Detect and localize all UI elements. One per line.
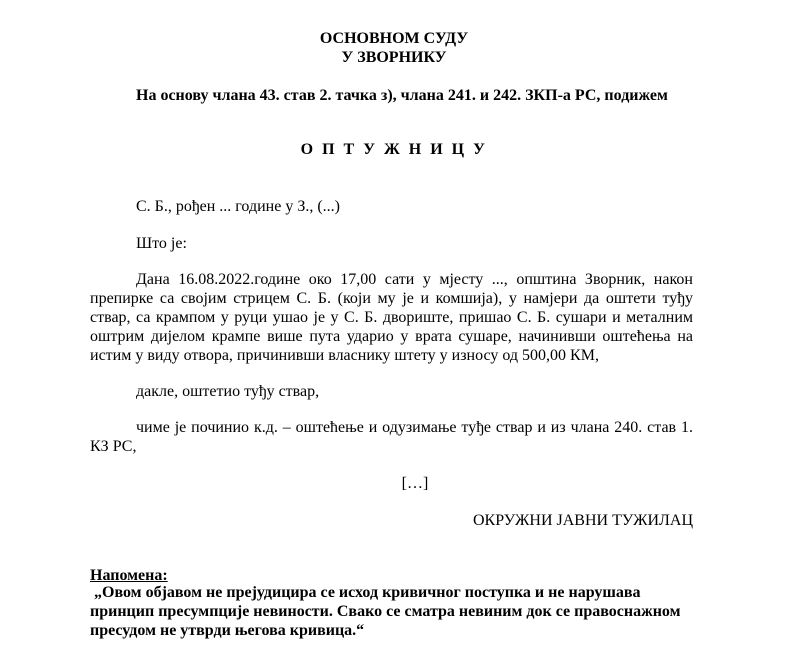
facts-line: ствар, са крампом у руци ушао је у С. Б. двориште, пришао С. Б. сушари и металним bbox=[90, 309, 693, 326]
note-label: Напомена: bbox=[90, 567, 168, 584]
facts-line: Дана 16.08.2022.године око 17,00 сати у мјесту ..., општина Зворник, након bbox=[136, 271, 693, 288]
document-title: О П Т У Ж Н И Ц У bbox=[300, 141, 488, 158]
omission-marker: […] bbox=[401, 475, 429, 492]
offense-paragraph bbox=[90, 418, 693, 456]
facts-line: препирке са својим стрицем С. Б. (који му је и комшија), у намјери да оштети туђу bbox=[90, 290, 693, 307]
facts-paragraph bbox=[90, 270, 693, 365]
offense-line: КЗ РС, bbox=[90, 438, 137, 455]
note-line: принцип пресумпције невиности. Свако се сматра невиним док се правоснажном bbox=[90, 603, 681, 620]
facts-line: истим у виду отвора, причинивши власнику штету у износу од 500,00 КМ, bbox=[90, 347, 599, 364]
legal-basis: На основу члана 43. став 2. тачка з), члана 241. и 242. ЗКП-а РС, подижем bbox=[136, 87, 668, 104]
note-line: „Овом објавом не прејудицира се исход кривичног поступка и не нарушава bbox=[94, 584, 641, 601]
note-line: пресудом не утврди његова кривица.“ bbox=[90, 622, 365, 639]
facts-line: оштрим дијелом крампе више пута ударио у врата сушаре, начинивши оштећења на bbox=[90, 328, 693, 345]
court-city: У ЗВОРНИКУ bbox=[341, 49, 447, 66]
note-text bbox=[90, 583, 681, 640]
signature-prosecutor: ОКРУЖНИ ЈАВНИ ТУЖИЛАЦ bbox=[473, 512, 694, 529]
offense-line: чиме је починио к.д. – оштећење и одузимање туђе ствар и из члана 240. став 1. bbox=[136, 419, 693, 436]
therefore-line: дакле, оштетио туђу ствар, bbox=[136, 383, 320, 400]
accused-line: С. Б., рођен ... године у З., (...) bbox=[136, 198, 340, 215]
court-name: ОСНОВНОМ СУДУ bbox=[319, 30, 469, 47]
that-is-line: Што је: bbox=[136, 235, 187, 252]
